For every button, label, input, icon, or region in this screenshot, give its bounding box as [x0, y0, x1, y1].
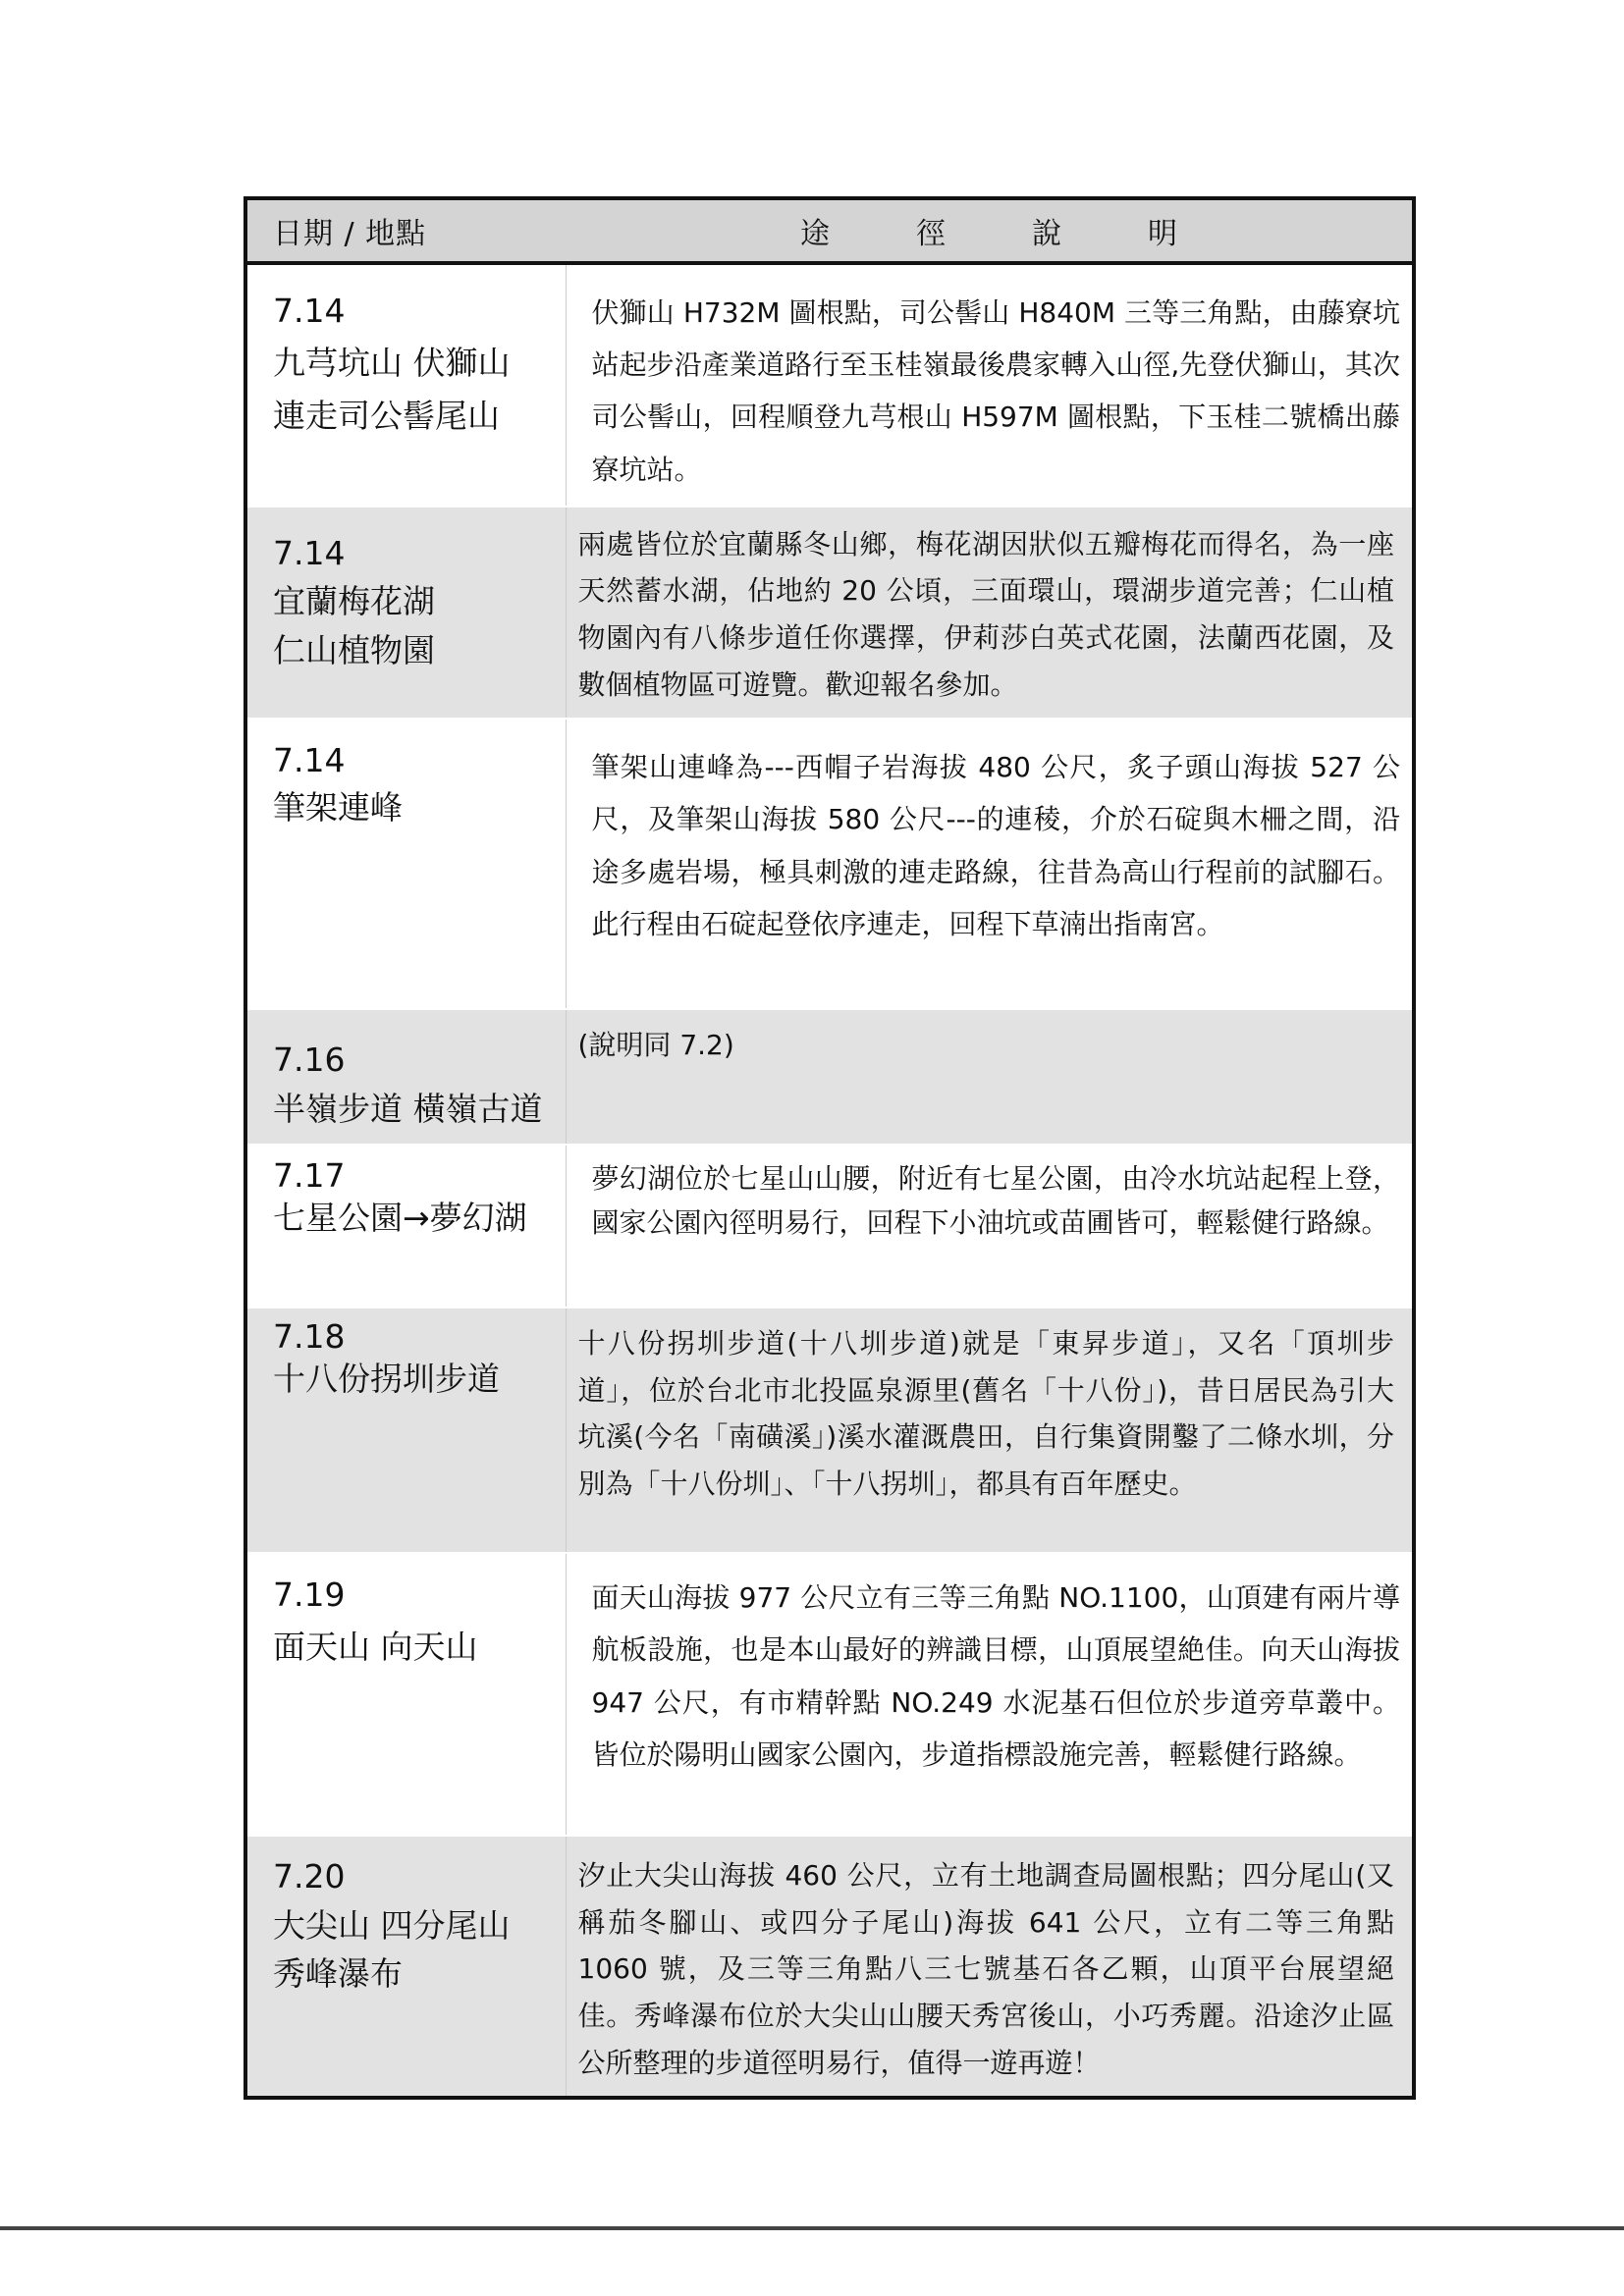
- trip-date: 7.14: [273, 741, 346, 780]
- route-description: 兩處皆位於宜蘭縣冬山鄉，梅花湖因狀似五瓣梅花而得名，為一座天然蓄水湖，佔地約 20 公頃，三面環山，環湖步道完善；仁山植物園內有八條步道任你選擇，伊莉莎白英式花園，法蘭西花園，及數個植物區可遊覽。歡迎報名參加。: [566, 507, 1414, 719]
- route-description: 面天山海拔 977 公尺立有三等三角點 NO.1100，山頂建有兩片導航板設施，也是本山最好的辨識目標，山頂展望絶佳。向天山海拔 947 公尺，有市精幹點 NO.249 水泥基石但位於步道旁草叢中。皆位於陽明山國家公園內，步道指標設施完善，輕鬆健行路線。: [566, 1553, 1414, 1836]
- header-route-description: [566, 198, 1414, 263]
- header-char: 說: [1032, 217, 1061, 251]
- table-row: [245, 1836, 1414, 2098]
- trip-place: 連走司公髻尾山: [273, 396, 500, 435]
- route-description: 伏獅山 H732M 圖根點，司公髻山 H840M 三等三角點，由藤寮坑站起步沿產業道路行至玉桂嶺最後農家轉入山徑,先登伏獅山，其次司公髻山，回程順登九芎根山 H597M 圖根點，下玉桂二號橋出藤寮坑站。: [566, 263, 1414, 507]
- trip-place: 秀峰瀑布: [273, 1954, 403, 1994]
- trip-place: 面天山 向天山: [273, 1627, 478, 1666]
- table-row: [245, 1145, 1414, 1308]
- trip-date: 7.20: [273, 1857, 346, 1896]
- date-place-cell: [245, 507, 566, 719]
- table-row: [245, 1308, 1414, 1553]
- trip-date: 7.19: [273, 1575, 346, 1615]
- trip-date: 7.16: [273, 1041, 346, 1080]
- schedule-table: [244, 196, 1416, 2100]
- date-place-cell: [245, 719, 566, 1009]
- trip-date: 7.18: [273, 1317, 346, 1357]
- table-row: [245, 1553, 1414, 1836]
- trip-date: 7.14: [273, 533, 346, 572]
- header-char: 徑: [916, 217, 946, 251]
- route-description: 十八份拐圳步道(十八圳步道)就是「東昇步道」，又名「頂圳步道」，位於台北市北投區泉源里(舊名「十八份」)，昔日居民為引大坑溪(今名「南磺溪」)溪水灌溉農田，自行集資開鑿了二條水圳，分別為「十八份圳」、「十八拐圳」，都具有百年歷史。: [566, 1308, 1414, 1553]
- header-date-place: 日期 / 地點: [245, 198, 566, 263]
- route-description: 筆架山連峰為---西帽子岩海拔 480 公尺，炙子頭山海拔 527 公尺，及筆架山海拔 580 公尺---的連稜，介於石碇與木柵之間，沿途多處岩場，極具刺激的連走路線，往昔為高山行程前的試腳石。此行程由石碇起登依序連走，回程下草湳出指南宮。: [566, 719, 1414, 1009]
- date-place-cell: [245, 1553, 566, 1836]
- trip-place: 大尖山 四分尾山: [273, 1905, 511, 1945]
- trip-date: 7.17: [273, 1156, 346, 1196]
- table-row: [245, 263, 1414, 507]
- date-place-cell: [245, 1836, 566, 2098]
- trip-place: 九芎坑山 伏獅山: [273, 344, 511, 383]
- table-row: [245, 1009, 1414, 1145]
- trip-place: 十八份拐圳步道: [273, 1360, 500, 1399]
- date-place-cell: [245, 1009, 566, 1145]
- header-char: 明: [1148, 217, 1177, 251]
- trip-place: 筆架連峰: [273, 787, 403, 827]
- trip-date: 7.14: [273, 292, 346, 330]
- date-place-cell: [245, 1145, 566, 1308]
- route-description: 夢幻湖位於七星山山腰，附近有七星公園，由冷水坑站起程上登，國家公園內徑明易行，回程下小油坑或苗圃皆可，輕鬆健行路線。: [566, 1145, 1414, 1308]
- trip-place: 宜蘭梅花湖: [273, 582, 435, 621]
- header-char: 途: [800, 217, 830, 251]
- trip-place: 七星公園→夢幻湖: [273, 1199, 527, 1238]
- page-footer-rule: [0, 2226, 1624, 2230]
- date-place-cell: [245, 263, 566, 507]
- table-row: [245, 507, 1414, 719]
- route-description: (說明同 7.2): [566, 1009, 1414, 1145]
- trip-place: 半嶺步道 橫嶺古道: [273, 1089, 543, 1128]
- table-header-row: [245, 198, 1414, 263]
- trip-place: 仁山植物園: [273, 630, 435, 669]
- table-row: [245, 719, 1414, 1009]
- route-description: 汐止大尖山海拔 460 公尺，立有土地調查局圖根點；四分尾山(又稱茄冬腳山、或四分子尾山)海拔 641 公尺，立有二等三角點 1060 號，及三等三角點八三七號基石各乙顆，山頂平台展望絕佳。秀峰瀑布位於大尖山山腰天秀宮後山，小巧秀麗。沿途汐止區公所整理的步道徑明易行，值得一遊再遊！: [566, 1836, 1414, 2098]
- date-place-cell: [245, 1308, 566, 1553]
